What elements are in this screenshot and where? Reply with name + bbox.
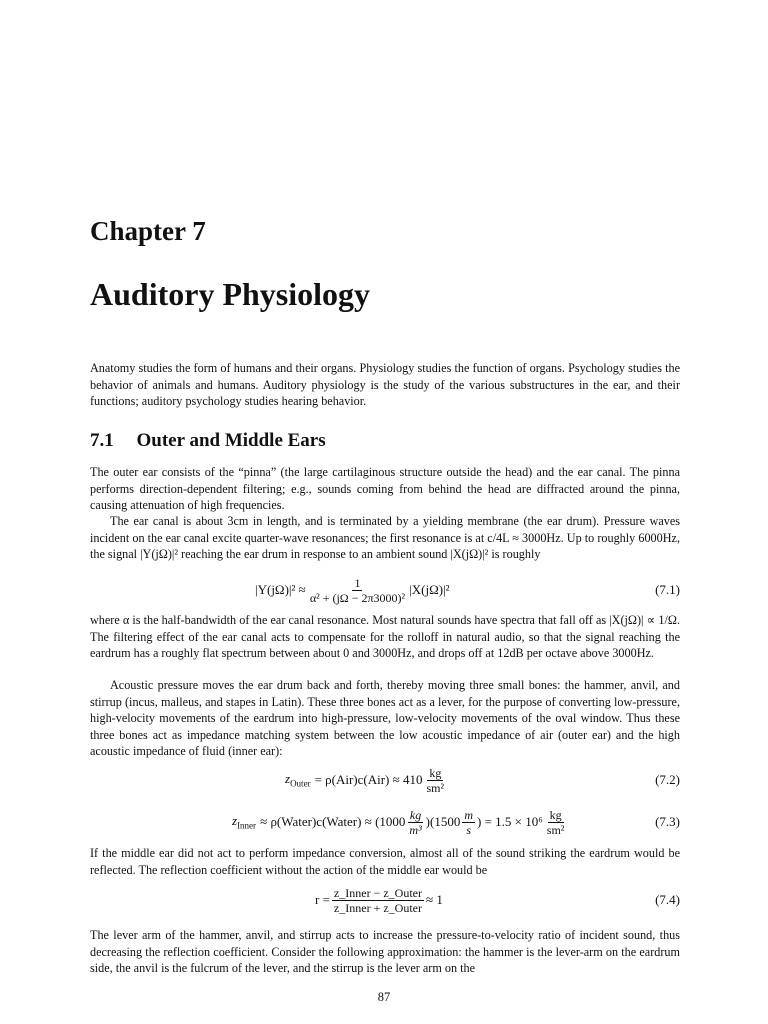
chapter-title: Auditory Physiology xyxy=(90,276,371,312)
paragraph-lever: The lever arm of the hammer, anvil, and stirrup acts to increase the pressure-to-velocity ratio of incident sound, thus decreasing the reflection coefficient. Consider the following approximation: the hammer is the lever-arm on the eardrum side, the anvil is the fulcrum of the lever, and the stirrup is the lever arm on the xyxy=(90,928,680,976)
section-title: Outer and Middle Ears xyxy=(136,430,326,451)
paragraph-middle-ear: Acoustic pressure moves the ear drum back and forth, thereby moving three small bones: the hammer, anvil, and stirrup (incus, malleus, and stapes in Latin). These three bones act as a lever, for the purpose of converting low-pressure, high-velocity movements of the eardrum into high-pressure, low-velocity movements of the oval window. Thus these three bones act as impedance matching system between the low acoustic impedance of air (outer ear) and the high acoustic impedance of fluid (inner ear): xyxy=(90,678,680,759)
eq3-fraction-density: $\frac{kg}{\text{m³}}$ xyxy=(409,807,422,837)
eq3-mid2: )(1500 xyxy=(425,814,461,829)
eq3-fraction-speed: $\frac{m}{s}$ xyxy=(464,807,474,837)
eq1-rhs: |X(jΩ)|² xyxy=(409,582,450,597)
eq1-numerator: 1 xyxy=(354,575,361,590)
equation-7-2-body xyxy=(285,762,448,798)
eq2-mid: = ρ(Air)c(Air) ≈ 410 xyxy=(314,772,423,787)
eq3-mid1: ≈ ρ(Water)c(Water) ≈ (1000 xyxy=(260,814,406,829)
eq4-numerator: z_Inner − z_Outer xyxy=(333,885,422,900)
eq4-lhs: r = xyxy=(315,892,330,907)
eq1-fraction xyxy=(308,576,407,605)
eq3-mid3: ) = 1.5 × 10⁶ xyxy=(477,814,543,829)
eq2-unit-fraction: $\frac{kg}{\text{sm²}}$ xyxy=(426,765,445,795)
chapter-label: Chapter 7 xyxy=(90,216,206,246)
equation-7-3 xyxy=(90,804,680,840)
page-number: 87 xyxy=(377,990,391,1004)
eq3-unit-fraction: $\frac{kg}{\text{sm²}}$ xyxy=(546,807,565,837)
equation-tag-7-3: (7.3) xyxy=(655,814,680,829)
equation-7-4 xyxy=(90,882,680,918)
equation-7-4-body xyxy=(315,882,443,918)
eq1-lhs: |Y(jΩ)|² ≈ xyxy=(255,582,306,597)
paragraph-ear-canal: The ear canal is about 3cm in length, and is terminated by a yielding membrane (the ear drum). Pressure waves incident on the ear canal excite quarter-wave resonances; the first resonance is at c/4L ≈ 3000Hz. Up to roughly 6000Hz, the signal |Y(jΩ)|² reaching the ear drum in response to an ambient sound |X(jΩ)|² is roughly xyxy=(90,514,680,562)
equation-tag-7-4: (7.4) xyxy=(655,892,680,907)
eq1-denominator: α² + (jΩ − 2π3000)² xyxy=(309,590,406,605)
equation-7-3-body xyxy=(232,804,568,840)
eq3-lhs: $z_{Inner}$ xyxy=(232,813,257,831)
eq4-denominator: z_Inner + z_Outer xyxy=(333,900,422,915)
eq4-rhs: ≈ 1 xyxy=(425,892,443,907)
intro-paragraph: Anatomy studies the form of humans and their organs. Physiology studies the function of organs. Psychology studies the behavior of animals and humans. Auditory physiology is the study of the various substructures in the ear, and their functions; auditory psychology studies hearing behavior. xyxy=(90,361,680,409)
equation-tag-7-1: (7.1) xyxy=(655,582,680,597)
eq4-fraction xyxy=(332,886,424,915)
paragraph-reflection: If the middle ear did not act to perform impedance conversion, almost all of the sound striking the eardrum would be reflected. The reflection coefficient without the action of the middle ear would be xyxy=(90,846,680,877)
equation-7-1 xyxy=(90,572,680,608)
eq2-lhs: $z_{Outer}$ xyxy=(285,771,311,789)
equation-7-2 xyxy=(90,762,680,798)
paragraph-outer-ear: The outer ear consists of the “pinna” (the large cartilaginous structure outside the head) and the ear canal. The pinna performs direction-dependent filtering; e.g., sounds coming from behind the head are diffracted around the pinna, causing attenuation of high frequencies. xyxy=(90,465,680,513)
equation-tag-7-2: (7.2) xyxy=(655,772,680,787)
equation-7-1-body xyxy=(255,572,450,608)
section-number: 7.1 xyxy=(90,430,114,451)
paragraph-resonance: where α is the half-bandwidth of the ear canal resonance. Most natural sounds have spectra that fall off as |X(jΩ)| ∝ 1/Ω. The filtering effect of the ear canal acts to compensate for the rolloff in natural audio, so that the signal reaching the eardrum has a roughly flat spectrum between about 0 and 3000Hz, and drops off at 12dB per octave above 3000Hz. xyxy=(90,613,680,661)
section-heading xyxy=(90,430,326,452)
